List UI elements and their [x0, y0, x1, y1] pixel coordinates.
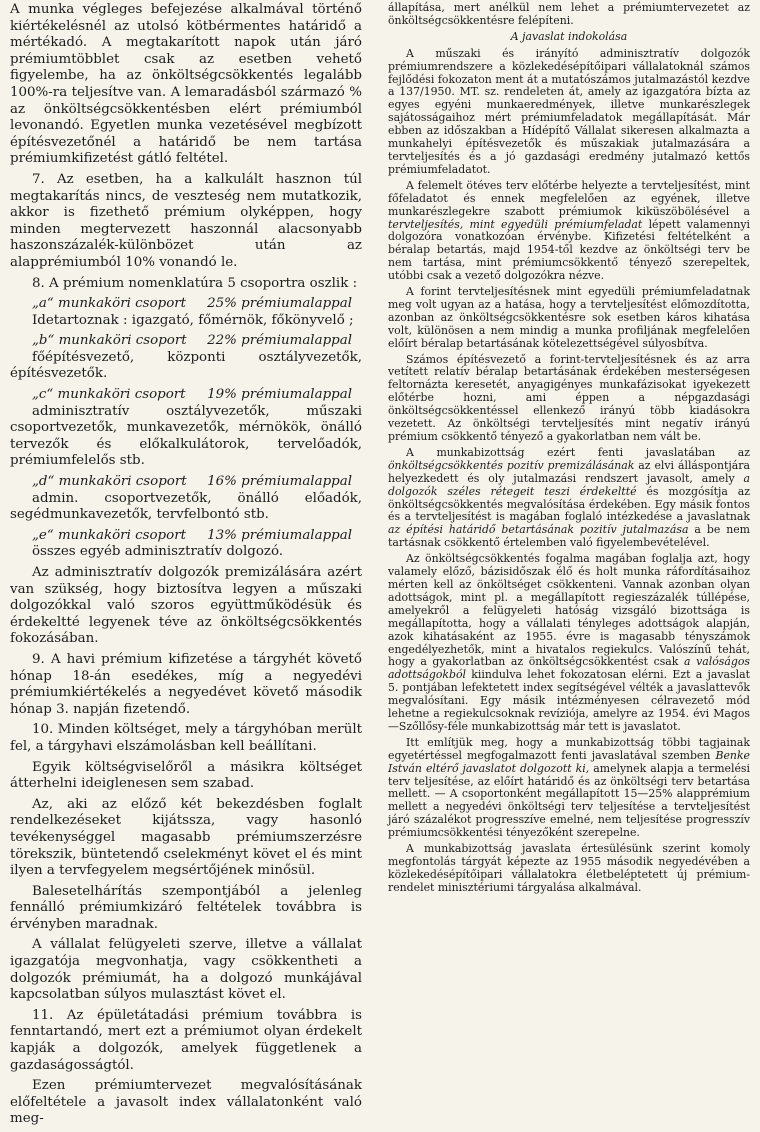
category-d [10, 474, 362, 524]
category-description: Idetartoznak : igazgató, főmérnök, főkönyvelő ; [32, 312, 354, 328]
paragraph-five-year-plan: A felemelt ötéves terv előtérbe helyezte a tervteljesítést, mint főfeladatot és ennek megfelelően az egyének, illetve munkarészlegekre szabott prémiumok kiküszöbölésével a tervteljesítés, mint egyedüli prémiumfeladat lépett valamennyi dolgozóra vonatkozóan érvénybe. Kifizetési feltételként a béralap betartás, majd 1954-től kezdve az önköltségi terv be nem tartása, mint prémiumcsökkentő tényező szerepeltek, utóbbi csak a vezető dolgozókra nézve. [388, 178, 750, 283]
category-description: admin. csoportvezetők, önálló előadók, segédmunkavezetők, tervfelbontó stb. [10, 490, 362, 523]
paragraph-deadline-evaluation: A munka végleges befejezése alkalmával történő kiértékelésnél az utolsó kötbérmentes határidő a mértékadó. A megtakarított napok után járó prémiumtöbblet csak az esetben vehető figyelembe, ha az önköltségcsökkentés legalább 100%-ra teljesítve van. A lemaradásból származó % az önköltségcsökkentésben elért prémiumból levonandó. Egyetlen munka vezetésével megbízott építésvezetőnél a határidő be nem tartása prémiumkifizetést gátló feltétel. [10, 2, 362, 167]
paragraph-continuation: állapítása, mert anélkül nem lehet a prémiumtervezetet az önköltségcsökkentésre felépíteni. [388, 1, 750, 27]
category-percentage: 19% prémiumalappal [207, 387, 352, 403]
paragraph-history: A műszaki és irányító adminisztratív dolgozók prémiumrendszere a közlekedésépítőipari vállalatoknál számos fejlődési fokozaton ment át a mutatószámos jutalmazástól kezdve a 137/1950. MT. sz. rendeleten át, amely az igazgatóra bízta az egyes egyéni munkaeredmények, illetve munkarészlegek sajátosságaihoz mért prémiumfeladatok megállapítását. Már ebben az időszakban a Hídépítő Vállalat sikeresen alkalmazta a munkahelyi építésvezetők és műszakiak jutalmazására a tervteljesítés és a jó gazdasági eredmény jutalmazó kettős prémiumfeladatot. [388, 46, 750, 176]
paragraph-cost-transfer: Egyik költségviselőről a másikra költséget átterhelni ideiglenesen sem szabad. [10, 759, 362, 792]
paragraph-point-10: 10. Minden költséget, mely a tárgyhóban merült fel, a tárgyhavi elszámolásban kell beállítani. [10, 722, 362, 754]
paragraph-point-8: 8. A prémium nomenklatúra 5 csoportra oszlik : [32, 275, 358, 291]
paragraph-violation: Az, aki az előző két bekezdésben foglalt rendelkezéseket kijátssza, vagy hasonló tevékenységgel magasabb prémiumszerzésre törekszik, büntetendő cselekményt követ el és mint ilyen a tervfegyelem megsértőjének minősül. [10, 796, 362, 879]
category-label: „a“ munkaköri csoport [32, 296, 187, 312]
category-percentage: 22% prémiumalappal [207, 333, 352, 349]
category-a [10, 296, 362, 329]
category-label: „c“ munkaköri csoport [32, 387, 186, 403]
category-percentage: 13% prémiumalappal [207, 527, 352, 543]
category-description: főépítésvezető, központi osztályvezetők, építésvezetők. [10, 349, 362, 382]
category-b [10, 333, 362, 383]
paragraph-point-7: 7. Az esetben, ha a kalkulált hasznon túl megtakarítás nincs, de veszteség nem mutatkozik, akkor is fizethető prémium olyképpen, hogy minden megtervezett haszonnál alacsonyabb haszonszázalék-különbözet után az alapprémiumból 10% vonandó le. [10, 171, 362, 270]
category-description: adminisztratív osztályvezetők, műszaki csoportvezetők, munkavezetők, mérnökök, önálló tervezők és előkalkulátorok, tervelőadók, prémiumfelelős stb. [10, 403, 362, 469]
left-column [10, 2, 362, 1132]
paragraph-committee-proposal: A munkabizottság ezért fenti javaslatában az önköltségcsökkentés pozitív premizálásának az elvi álláspontjára helyezkedett és oly jutalmazási rendszert javasolt, amely a dolgozók széles rétegeit teszi érdekeltté és mozgósítja az önköltségcsökkentés megvalósítása érdekében. Egy másik fontos és a tervteljesítést is magában foglaló intézkedése a javaslatnak az építési határidő betartásának pozitív jutalmazása a be nem tartásnak csökkentő értelemben való figyelembevételével. [388, 445, 750, 550]
category-description: összes egyéb adminisztratív dolgozó. [32, 544, 284, 560]
right-column [388, 2, 750, 898]
category-label: „e“ munkaköri csoport [32, 527, 186, 543]
category-label: „d“ munkaköri csoport [32, 474, 187, 490]
category-percentage: 25% prémiumalappal [207, 296, 352, 312]
category-percentage: 16% prémiumalappal [207, 474, 352, 490]
section-heading: A javaslat indokolása [510, 29, 628, 43]
paragraph-precondition: Ezen prémiumtervezet megvalósításának előfeltétele a javasolt index vállalatonként való meg- [10, 1078, 362, 1127]
paragraph-forint-plan: A forint tervteljesítésnek mint egyedüli prémiumfeladatnak meg volt ugyan az a hatása, hogy a tervteljesítést előmozdította, azonban az önköltségcsökkentésre sok esetben káros kihatása volt, különösen a nem mindig a munka profiljának megfelelően előírt béralap betartásának kötelezettségével súlyosbítva. [388, 285, 750, 350]
paragraph-benke-proposal: Itt említjük meg, hogy a munkabizottság többi tagjainak egyetértéssel megfogalmazott fenti javaslatával szemben Benke István eltérő javaslatot dolgozott ki, amelynek alapja a termelési terv teljesítése, az előírt határidő és az önköltségi terv betartása mellett. — A csoportonként megállapított 15—25% alapprémium mellett a negyedévi önköltségi terv teljesítése a tervteljesítést járó százalékot progresszíve emelné, nem teljesítése progresszív prémiumcsökkentési tényezőként szerepelne. [388, 735, 750, 840]
paragraph-accident-prevention: Balesetelhárítás szempontjából a jelenleg fennálló prémiumkizáró feltételek továbbra is érvényben maradnak. [10, 883, 362, 932]
paragraph-supervision: A vállalat felügyeleti szerve, illetve a vállalat igazgatója megvonhatja, vagy csökkentheti a dolgozók prémiumát, ha a dolgozó munkájával kapcsolatban súlyos mulasztást követ el. [10, 937, 362, 1003]
paragraph-site-managers: Számos építésvezető a forint-tervteljesítésnek és az arra vetített relatív béralap betartásának érdekében mesterségesen feltornázta keresetét, anyagigényes munkafázisokat igyekezett előtérbe hozni, ami éppen a népgazdasági önköltségcsökkentéssel ellenkező irányú több kiadásokra vezetett. Az önköltségi tervteljesítés mint negatív irányú prémium csökkentő tényező a gyakorlatban nem vált be. [388, 352, 750, 443]
paragraph-closing: A munkabizottság javaslata értesülésünk szerint komoly megfontolás tárgyát képezte az 1955 második negyedévében a közlekedésépítőipari vállalatokra életbeléptetett új prémium-rendelet minisztériumi tárgyalása alkalmával. [388, 842, 750, 894]
paragraph-point-11: 11. Az épületátadási prémium továbbra is fenntartandó, mert ezt a prémiumot olyan érdekelt kapják a dolgozók, amelyek függetlenek a gazdaságosságtól. [10, 1007, 362, 1073]
paragraph-cost-reduction-concept: Az önköltségcsökkentés fogalma magában foglalja azt, hogy valamely előző, bázisidőszak élő és holt munka ráfordításaihoz mérten kell az önköltséget csökkenteni. Vannak azonban olyan adottságok, mint pl. a megállapított regieszázalék túllépése, amelyekről a felügyeleti hatóság vizsgáló bizottsága is megállapította, hogy a vállalati tényleges adottságok alapján, azok kihatásaként az 1955. évre is magasabb tényszámok engedélyezhetők, mint a hivatalos regiekulcs. Valószínű tehát, hogy a gyakorlatban az önköltségcsökkentést csak a valóságos adottságokból kiindulva lehet fokozatosan elérni. Ezt a javaslat 5. pontjában lefektetett index segítségével vélték a javaslattevők megvalósítani. Egy másik intézményesen célravezető mód lehetne a regiekulcsoknak revíziója, amelyre az 1954. évi Magos—Szőllősy-féle munkabizottság már tett is javaslatot. [388, 552, 750, 733]
paragraph-point-9: 9. A havi prémium kifizetése a tárgyhét követő hónap 18-án esedékes, míg a negyedévi prémiumkiértékelés a negyedévet követő második hónap 3. napján fizetendő. [10, 651, 362, 717]
paragraph-admin-premium: Az adminisztratív dolgozók premizálására azért van szükség, hogy biztosítva legyen a műszaki dolgozókkal való szoros együttműködésük és érdekeltté legyenek téve az önköltségcsökkentés fokozásában. [10, 565, 362, 647]
category-label: „b“ munkaköri csoport [32, 333, 187, 349]
category-e [10, 528, 362, 561]
category-c [10, 387, 362, 470]
